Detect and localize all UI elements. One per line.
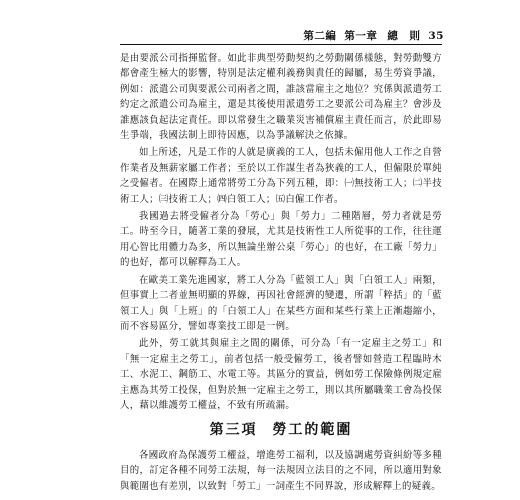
header-chapter: 第一章 — [344, 30, 378, 42]
paragraph-5: 此外，勞工就其與雇主之間的關係，可分為「有一定雇主之勞工」和「無一定雇主之勞工」，前者包括一般受僱勞工，後者譬如營造工程臨時木工、水泥工、鋼筋工、水電工等。其區分的實益，例如勞工保險條例規定雇主應為其勞工投保，但對於無一定雇主之勞工，則以其所屬職業工會為投保人，藉以維護勞工權益，不致有所疏漏。 — [120, 338, 442, 411]
body-text — [120, 51, 442, 496]
header-chapter-title: 總 則 — [387, 30, 421, 42]
page-number: 35 — [428, 30, 444, 42]
section-heading — [120, 423, 442, 438]
paragraph-3: 我國過去將受僱者分為「勞心」與「勞力」二種階層，勞力者就是勞工。時至今日，隨著工業的發展，尤其是技術性工人所從事的工作，往往運用心智比用體力為多，所以無論坐辦公桌「勞心」的也好，在工廠「勞力」的也好，都可以解釋為工人。 — [120, 211, 442, 269]
paragraph-2: 如上所述，凡是工作的人就是廣義的工人，包括未僱用他人工作之自營作業者及無薪家屬工作者；至於以工作謀生者為狹義的工人，但僱限於單純之受僱者。在國際上通常將勞工分為下列五種，即：㈠無技術工人；㈡半技術工人；㈢技術工人；㈣白領工人；㈤白僱工作者。 — [120, 147, 442, 205]
header-part: 第二編 — [303, 30, 337, 42]
running-header — [303, 28, 444, 43]
paragraph-6: 各國政府為保護勞工權益，增進勞工福利，以及協調處勞資糾紛等多種目的，訂定各種不同勞工法規，每一法規因立法目的之不同，所以適用對象與範圍也有差別，以致對「勞工」一詞產生不同界說，形成解釋上的疑義。 — [120, 449, 442, 492]
section-title: 勞工的範圍 — [272, 422, 353, 439]
section-number: 第三項 — [209, 422, 258, 439]
paragraph-4: 在歐美工業先進國家，將工人分為「藍領工人」與「白領工人」兩類，但事實上二者並無明顯的界線，再因社會經濟的變遷，所謂「粹括」的「藍領工人」與「上班」的「白領工人」在某些方面和某些行業上正漸趨縮小，而不容易區分，譬如專業技工即是一例。 — [120, 274, 442, 332]
header-rule — [120, 44, 442, 45]
paragraph-1: 是由要派公司指揮監督。如此非典型勞動契約之勞動關係樣態，對勞動雙方都會產生極大的影響，特別是法定權利義務與責任的歸屬，易生勞資爭議，例如：派遣公司與要派公司兩者之間，誰該當雇主之地位？究係與派遣勞工約定之派遣公司為雇主，還是其後使用派遣勞工之要派公司為雇主？會涉及誰應該負起法定責任。即以常發生之職業災害補償雇主責任而言，於此即易生爭端，我國法制上即待因應，以為爭議解決之依據。 — [120, 53, 442, 142]
